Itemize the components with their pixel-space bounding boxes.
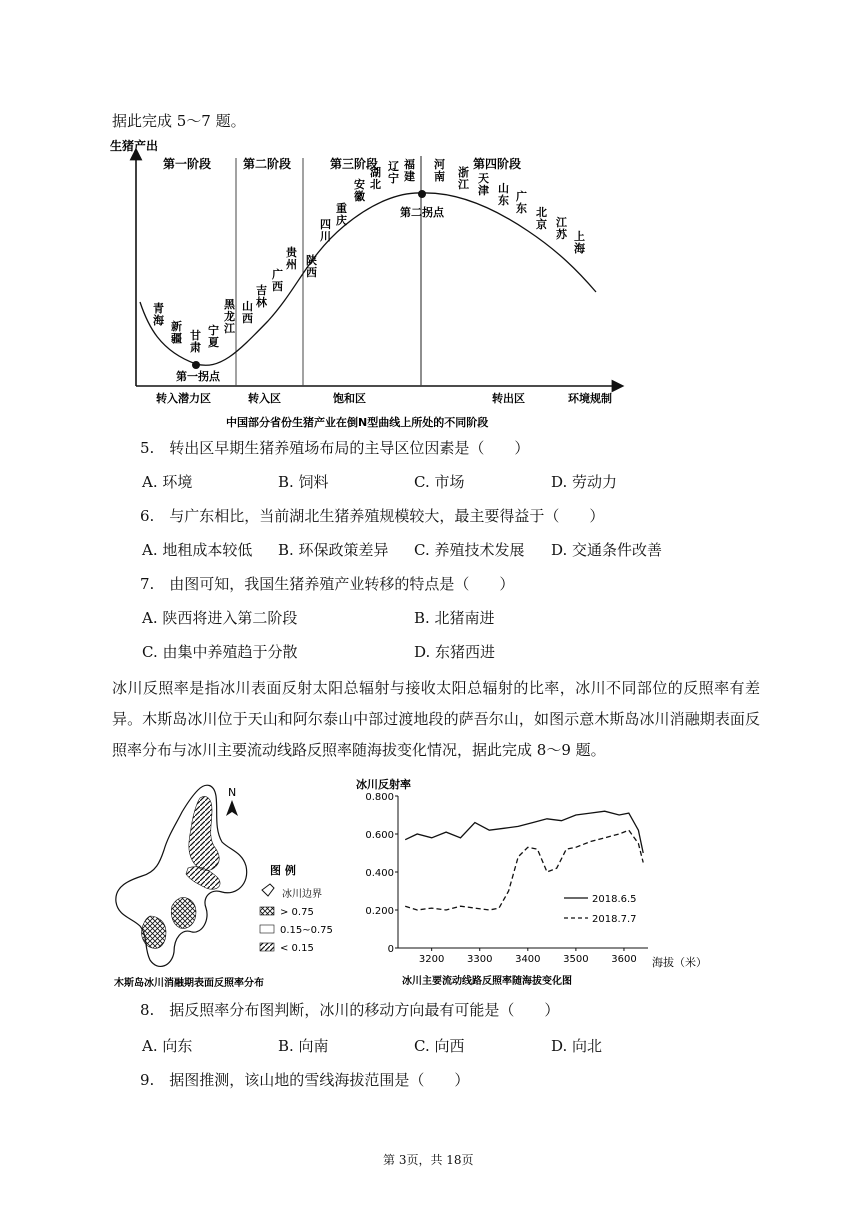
albedo-chart-caption: 冰川主要流动线路反照率随海拔变化图 [402,976,572,987]
province-label: 广 [272,268,283,281]
province-label: 浙 [458,166,469,179]
province-label: 安 [354,178,365,191]
question-8-stem: 8. 据反照率分布图判断，冰川的移动方向最有可能是（ ） [140,1001,560,1019]
province-label: 贵 [286,246,297,259]
north-arrow-icon [226,800,238,816]
inflection-1-label: 第一拐点 [176,370,220,383]
y-tick-label: 0.800 [365,792,394,803]
stage-label: 第一阶段 [163,157,212,171]
y-axis-title: 冰川反射率 [356,778,411,791]
stage-label: 第二阶段 [243,157,292,171]
q7-option-d[interactable]: D. 东猪西进 [414,643,496,661]
y-tick-label: 0.600 [365,830,394,841]
province-label: 广 [516,190,527,203]
province-label: 湖 [370,166,381,179]
province-label: 江 [556,216,567,229]
province-label: 陕 [306,254,317,267]
q6-option-a[interactable]: A. 地租成本较低 [142,541,253,559]
province-label: 江 [224,322,235,335]
question-7-stem: 7. 由图可知，我国生猪养殖产业转移的特点是（ ） [140,575,515,593]
glacier-outline [116,785,247,966]
albedo-line-chart [356,776,707,992]
province-label: 西 [242,312,253,325]
province-label: 宁 [208,324,219,337]
province-label: 庆 [336,214,347,227]
q7-option-a[interactable]: A. 陕西将进入第二阶段 [142,609,298,627]
q6-option-b[interactable]: B. 环保政策差异 [278,541,389,559]
q7-option-b[interactable]: B. 北猪南进 [414,609,495,627]
province-label: 林 [256,296,267,309]
map-caption: 木斯岛冰川消融期表面反照率分布 [114,978,264,989]
province-label: 海 [153,314,164,327]
province-label: 黑 [224,298,235,311]
province-label: 青 [153,302,164,315]
province-label: 龙 [224,310,235,323]
province-label: 津 [478,184,489,197]
stage-label: 第四阶段 [473,157,522,171]
x-tick-label: 3500 [563,954,589,965]
pig-stage-chart [108,136,628,432]
province-label: 南 [434,170,445,183]
province-label: 山 [498,182,509,195]
province-label: 福 [404,158,415,171]
glacier-boundary-icon [262,884,274,896]
x-tick-label: 3200 [418,954,445,965]
province-label: 上 [574,230,585,243]
glacier-paragraph: 冰川反照率是指冰川表面反射太阳总辐射与接收太阳总辐射的比率，冰川不同部位的反照率有差异。木斯岛冰川位于天山和阿尔泰山中部过渡地段的萨吾尔山，如图示意木斯岛冰川消融期表面反照率分布与冰川主要流动线路反照率随海拔变化情况，据此完成 8～9 题。 [112,679,760,759]
q8-option-d[interactable]: D. 向北 [551,1037,603,1055]
province-label: 甘 [190,329,201,342]
province-label: 西 [272,280,283,293]
legend-swatch-high [260,907,274,915]
x-tick-label: 3300 [467,954,493,965]
region-label: 转入区 [248,392,281,405]
q7-option-c[interactable]: C. 由集中养殖趋于分散 [142,643,298,661]
province-label: 吉 [256,284,267,297]
high-albedo-zone [171,898,196,929]
legend-high: > 0.75 [280,907,314,918]
y-axis-label: 生猪产出 [110,139,159,153]
q5-option-c[interactable]: C. 市场 [414,473,465,491]
q8-option-c[interactable]: C. 向西 [414,1037,465,1055]
province-label: 四 [320,218,331,231]
intro-line: 据此完成 5～7 题。 [112,112,246,130]
q8-option-a[interactable]: A. 向东 [142,1037,193,1055]
question-9-stem: 9. 据图推测，该山地的雪线海拔范围是（ ） [140,1071,470,1089]
province-label: 西 [306,266,317,279]
province-label: 肃 [190,341,201,354]
province-label: 新 [171,320,182,333]
legend-series-1: 2018.6.5 [592,894,637,905]
province-label: 川 [320,230,331,243]
q5-option-d[interactable]: D. 劳动力 [551,473,618,491]
province-label: 东 [498,194,509,207]
province-label: 京 [536,218,547,231]
inflection-2-label: 第二拐点 [400,206,444,219]
region-label: 转出区 [492,392,525,405]
x-tick-label: 3400 [515,954,541,965]
province-label: 天 [478,172,489,185]
legend-swatch-mid [260,925,274,933]
q8-option-b[interactable]: B. 向南 [278,1037,329,1055]
q5-option-a[interactable]: A. 环境 [142,473,193,491]
legend-series-2: 2018.7.7 [592,914,637,925]
province-label: 辽 [388,160,399,173]
y-tick-label: 0.400 [365,868,394,879]
province-label: 河 [434,158,445,171]
q6-option-d[interactable]: D. 交通条件改善 [551,541,663,559]
province-label: 海 [574,242,585,255]
pig-chart-caption: 中国部分省份生猪产业在倒N型曲线上所处的不同阶段 [226,416,489,429]
province-label: 东 [516,202,527,215]
legend-mid: 0.15~0.75 [280,925,333,936]
north-label: N [228,786,237,799]
legend-low: < 0.15 [280,943,314,954]
legend-title: 图 例 [270,864,296,877]
legend-boundary: 冰川边界 [282,889,322,900]
y-tick-label: 0 [387,944,394,955]
legend-swatch-low [260,943,274,951]
y-tick-label: 0.200 [365,906,394,917]
question-5-stem: 5. 转出区早期生猪养殖场布局的主导区位因素是（ ） [140,439,530,457]
province-label: 夏 [208,336,219,349]
province-label: 建 [404,170,415,183]
province-label: 江 [458,178,469,191]
region-label: 饱和区 [333,392,366,405]
stage-label: 第三阶段 [330,157,379,171]
question-6-stem: 6. 与广东相比，当前湖北生猪养殖规模较大，最主要得益于（ ） [140,507,605,525]
series-line-1 [405,811,643,853]
q5-option-b[interactable]: B. 饲料 [278,473,329,491]
province-label: 州 [286,258,297,271]
province-label: 重 [336,202,347,215]
province-label: 苏 [556,228,567,241]
region-label: 环境规制 [568,392,612,405]
x-tick-label: 3600 [611,954,637,965]
province-label: 山 [242,300,253,313]
province-label: 疆 [171,332,182,345]
page-footer: 第 3页，共 18页 [383,1153,474,1167]
x-axis-title: 海拔（米） [652,956,707,969]
province-label: 宁 [388,172,399,185]
province-label: 北 [370,178,381,191]
q6-option-c[interactable]: C. 养殖技术发展 [414,541,525,559]
region-label: 转入潜力区 [156,392,211,405]
province-label: 北 [536,206,547,219]
glacier-map [110,776,340,992]
province-label: 徽 [354,190,365,203]
